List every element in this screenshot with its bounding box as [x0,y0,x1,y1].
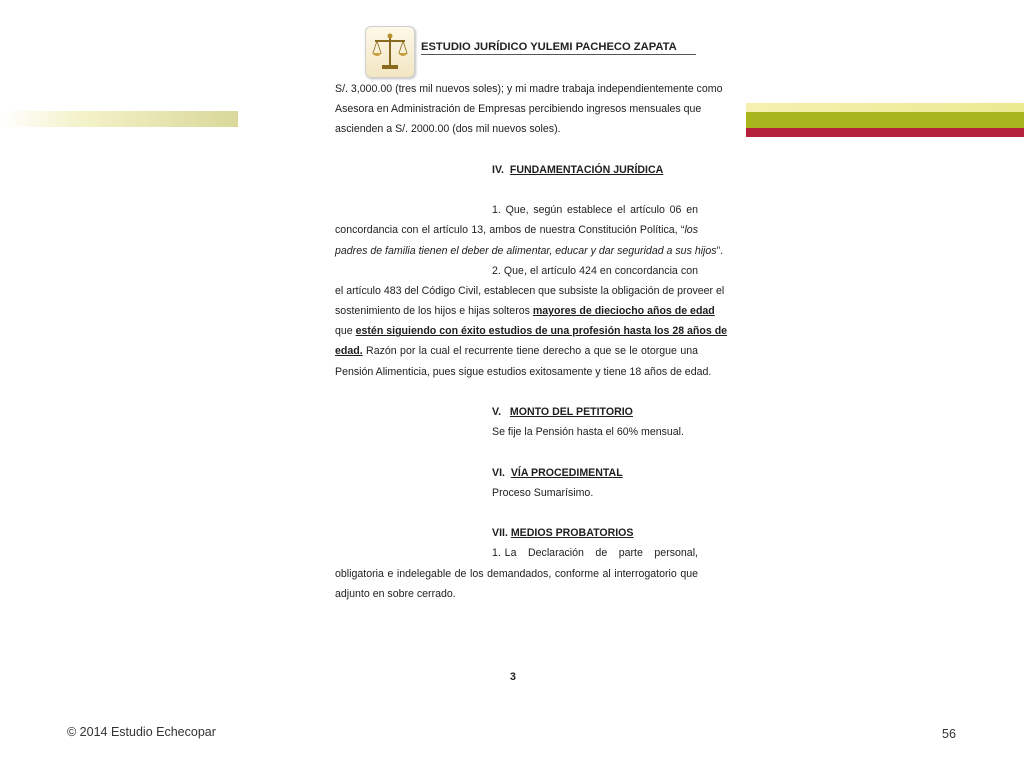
document-page-number: 3 [510,671,516,683]
section-heading-vii: VII. MEDIOS PROBATORIOS [492,527,634,540]
paragraph-line: Pensión Alimenticia, pues sigue estudios exitosamente y tiene 18 años de edad. [335,365,712,378]
section-heading-iv: IV. FUNDAMENTACIÓN JURÍDICA [492,163,664,176]
paragraph-line: obligatoria e indelegable de los demandados, conforme al interrogatorio que [335,567,698,580]
scales-of-justice-icon [365,26,415,78]
paragraph-line: concordancia con el artículo 13, ambos de nuestra Constitución Política, “los [335,224,698,237]
band-red-stripe [746,128,1024,137]
decorative-band-left [0,111,238,127]
document-body [335,79,728,604]
section-title: MONTO DEL PETITORIO [509,406,633,418]
paragraph-line: 1. La Declaración de parte personal, [492,547,698,560]
paragraph-line: sostenimiento de los hijos e hijas solteros mayores de dieciocho años de edad [335,305,715,318]
section-title: VÍA PROCEDIMENTAL [510,466,623,479]
paragraph-line: que estén siguiendo con éxito estudios de una profesión hasta los 28 años de [335,325,728,338]
section-title: MEDIOS PROBATORIOS [510,527,634,540]
intro-line: Asesora en Administración de Empresas percibiendo ingresos mensuales que [335,103,702,116]
intro-line: S/. 3,000.00 (tres mil nuevos soles); y mi madre trabaja independientemente como [335,83,723,95]
section-title: FUNDAMENTACIÓN JURÍDICA [509,163,664,176]
band-green-stripe [746,112,1024,128]
footer-copyright: © 2014 Estudio Echecopar [67,725,216,739]
paragraph-line: Se fije la Pensión hasta el 60% mensual. [492,426,684,439]
paragraph-line: adjunto en sobre cerrado. [335,587,456,600]
section-heading-vi: VI. VÍA PROCEDIMENTAL [492,466,623,479]
paragraph-line: Proceso Sumarísimo. [492,486,594,499]
decorative-band-right [746,103,1024,137]
firm-name: ESTUDIO JURÍDICO YULEMI PACHECO ZAPATA [421,41,696,55]
paragraph-line: el artículo 483 del Código Civil, establecen que subsiste la obligación de proveer el [335,284,725,297]
paragraph-line: edad. Razón por la cual el recurrente tiene derecho a que se le otorgue una [335,345,698,358]
section-heading-v: V. MONTO DEL PETITORIO [492,406,633,418]
paragraph-line: 1. Que, según establece el artículo 06 en [492,204,698,217]
slide-number: 56 [942,727,956,741]
band-yellow-stripe [746,103,1024,112]
paragraph-line: padres de familia tienen el deber de alimentar, educar y dar seguridad a sus hijos”. [335,244,724,257]
intro-line: ascienden a S/. 2000.00 (dos mil nuevos soles). [335,123,561,136]
paragraph-line: 2. Que, el artículo 424 en concordancia con [492,264,698,277]
